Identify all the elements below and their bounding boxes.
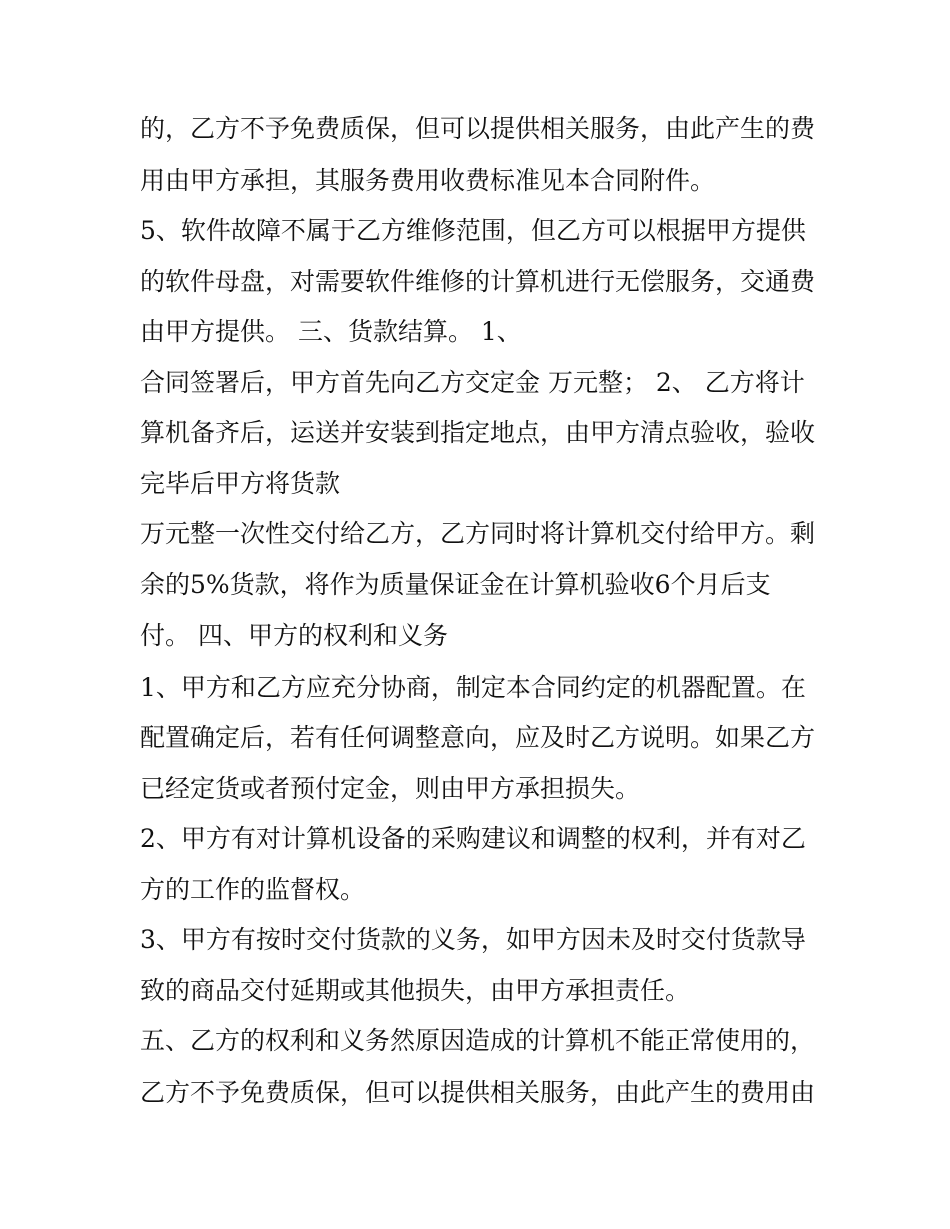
text-line: 方的工作的监督权。 bbox=[140, 875, 366, 904]
text-line: 2、甲方有对计算机设备的采购建议和调整的权利，并有对乙 bbox=[140, 824, 806, 853]
text-line: 完毕后甲方将货款 bbox=[140, 469, 341, 498]
text-line: 已经定货或者预付定金，则由甲方承担损失。 bbox=[140, 774, 641, 803]
text-line: 的，乙方不予免费质保，但可以提供相关服务，由此产生的费 bbox=[140, 114, 816, 143]
text-line: 致的商品交付延期或其他损失，由甲方承担责任。 bbox=[140, 976, 691, 1005]
text-line: 5、软件故障不属于乙方维修范围，但乙方可以根据甲方提供 bbox=[140, 216, 806, 245]
text-line: 乙方不予免费质保，但可以提供相关服务，由此产生的费用由 bbox=[140, 1078, 816, 1107]
text-line: 用由甲方承担，其服务费用收费标准见本合同附件。 bbox=[140, 166, 716, 195]
text-line: 3、甲方有按时交付货款的义务，如甲方因未及时交付货款导 bbox=[140, 925, 806, 954]
text-line: 的软件母盘，对需要软件维修的计算机进行无偿服务，交通费 bbox=[140, 267, 816, 296]
text-line: 1、甲方和乙方应充分协商，制定本合同约定的机器配置。在 bbox=[140, 673, 806, 702]
text-line: 五、乙方的权利和义务然原因造成的计算机不能正常使用的， bbox=[140, 1026, 816, 1055]
text-line: 合同签署后，甲方首先向乙方交定金 万元整； 2、 乙方将计 bbox=[140, 368, 805, 397]
text-line: 算机备齐后，运送并安装到指定地点，由甲方清点验收，验收 bbox=[140, 418, 816, 447]
text-line: 由甲方提供。 三、货款结算。 1、 bbox=[140, 317, 522, 346]
text-line: 余的5%货款，将作为质量保证金在计算机验收6个月后支 bbox=[140, 570, 771, 599]
text-line: 万元整一次性交付给乙方，乙方同时将计算机交付给甲方。剩 bbox=[140, 519, 816, 548]
text-line: 付。 四、甲方的权利和义务 bbox=[140, 621, 448, 650]
text-line: 配置确定后，若有任何调整意向，应及时乙方说明。如果乙方 bbox=[140, 723, 816, 752]
